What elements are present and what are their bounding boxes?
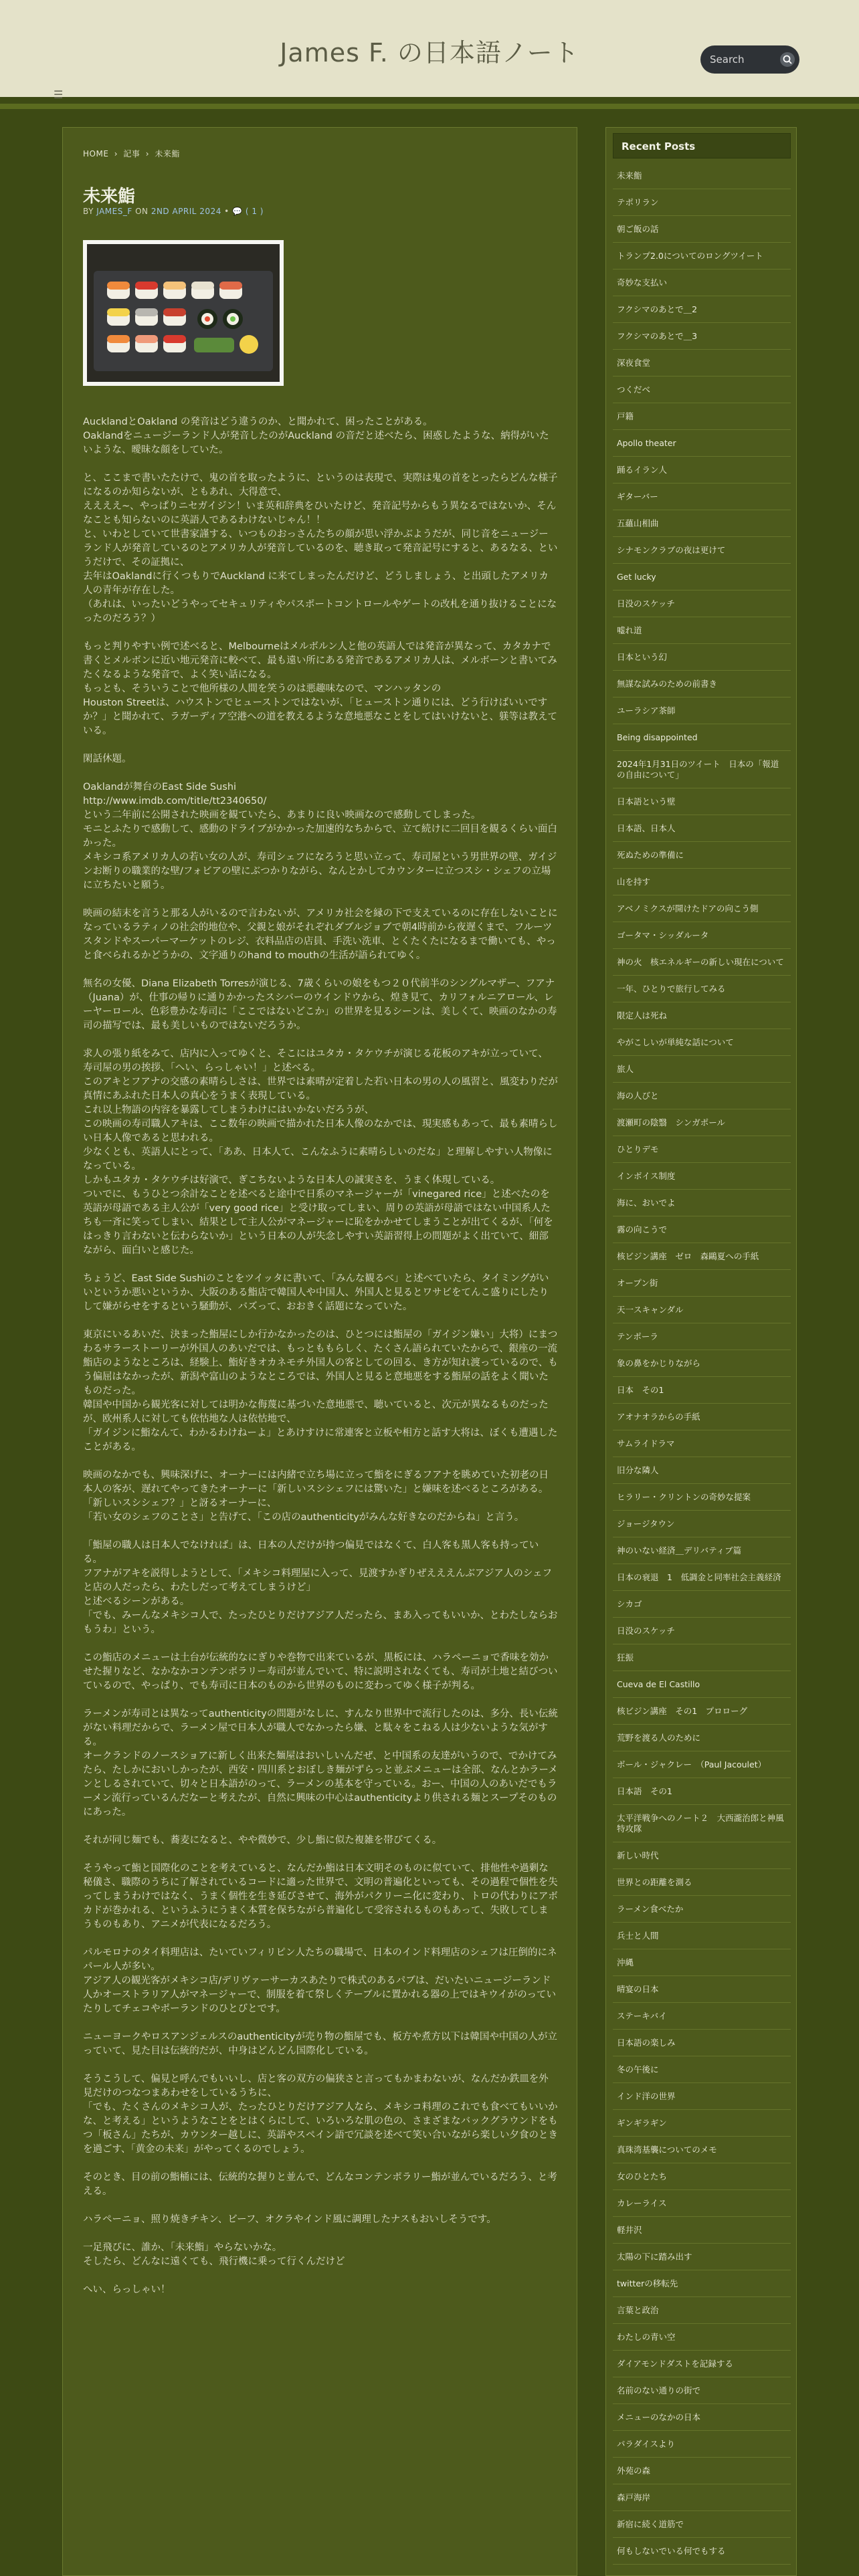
recent-post-link[interactable]: ひとりデモ	[613, 1136, 791, 1163]
recent-post-link[interactable]: 深夜食堂	[613, 350, 791, 377]
recent-post-link[interactable]: 霧の向こうで	[613, 1216, 791, 1243]
search-input[interactable]	[710, 45, 777, 74]
recent-post-link[interactable]: ギターバー	[613, 484, 791, 510]
meta-by: BY	[83, 207, 94, 216]
recent-post-link[interactable]: 日本語の楽しみ	[613, 2030, 791, 2056]
recent-post-link[interactable]: 日本 その1	[613, 1377, 791, 1404]
recent-post-link[interactable]: 核ビジン講座 ゼロ 森鷗夏への手紙	[613, 1243, 791, 1270]
recent-post-link[interactable]: 五蘊山相曲	[613, 510, 791, 537]
post-body	[83, 415, 558, 2311]
recent-post-link[interactable]: フクシマのあとで＿2	[613, 296, 791, 323]
recent-post-link[interactable]: 踊るイラン人	[613, 457, 791, 484]
post-paragraph: そうこうして、偏見と呼んでもいいし、店と客の双方の偏狭さと言ってもかまわないが、なんだか鉄皿を外見だけのつなつまあわせをしているうちに、 「でも、たくさんのメキシコ人が、たったひとりだけアジア人なら、メキシコ料理のこれでも食べてもいいかな、と考える」というようなことをとはくらにして、いろいろな肌の色の、さまざまなバックグラウンドをもつ「板さん」たちが、カウンター越しに、英語やスペイン語で冗談を述べて笑い合いながら楽しい夕食のときを過ごす、「黄金の未来」がやってくるのでしょう。	[83, 2074, 558, 2155]
sidebar	[605, 127, 797, 2576]
recent-post-link[interactable]: オープン街	[613, 1270, 791, 1297]
sushi-photo	[83, 240, 284, 386]
meta-dot: •	[224, 207, 229, 216]
recent-post-link[interactable]: 日本語 その1	[613, 1778, 791, 1805]
recent-post-link[interactable]: 兵士と人間	[613, 1923, 791, 1949]
recent-post-link[interactable]: メニューのなかの日本	[613, 2404, 791, 2431]
site-header	[0, 0, 859, 101]
recent-post-link[interactable]: 日本の衰退 1 低調金と同率社会主義経済	[613, 1564, 791, 1591]
recent-post-link[interactable]: シナモンクラブの夜は更けて	[613, 537, 791, 564]
post-paragraph: パルモロナのタイ料理店は、たいていフィリピン人たちの職場で、日本のインド料理店のシェフは圧倒的にネパール人が多い。 アジア人の観光客がメキシコ店/デリヴァーサーカスあたりで株式のあるパブは、だいたいニュージーランド人かオーストラリア人がマネージャーで、制服を着て祭しくテーブルに置かれる器の上ではキウイがのっていたりしてチェコやポーランドのひとびとです。	[83, 1947, 557, 2014]
recent-post-link[interactable]: シカゴ	[613, 1591, 791, 1618]
breadcrumb-home[interactable]: HOME	[83, 149, 109, 158]
post-title: 未来鮨	[83, 187, 136, 207]
recent-post-link[interactable]: トランプ2.0についてのロングツイート	[613, 243, 791, 270]
recent-post-link[interactable]: インボイス制度	[613, 1163, 791, 1190]
menu-icon[interactable]: ☰	[54, 88, 64, 101]
post-paragraph: 求人の張り紙をみて、店内に入ってゆくと、そこにはユタカ・タケウチが演じる花板のアキが立っていて、 寿司屋の男の挨拶、「へい、らっしゃい！」と述べる。 このアキとフアナの交感の素晴らしさは、世界では素晴が定着した若い日本の男の人の風習と、風変わりだが真情にあふれた日本人の真心をうまく表現している。 これ以上物語の内容を暴露してしまうわけにはいかないだろうが、 この映画の寿司職人アキは、ここ数年の映画で描かれた日本人像のなかでは、現実感もあって、最も素晴らしい日本人像であると思われる。 少なくとも、英語人にとって、「ああ、日本人て、こんなふうに素晴らしいのだな」と理解しやすい人物像になっている。 しかもユタカ・タケウチは好演で、ぎこちないような日本人の誠実さを、うまく体現している。 ついでに、もうひとつ余計なことを述べると途中で日系のマネージャーが「vinegared rice」と述べたのを英語が母語である主人公が「very good rice」と受け取ってしまい、周りの英語が母語ではない中国系人たちも一斉に笑ってしまい、結果として主人公がマネージャーに恥をかかせてしまうことが出てくるが、「何をはっきり言わないと伝わらないか」という日本の人が失念しやすい英語習得上の問題がよく出ていて、細部ながら、面白いと感じた。	[83, 1049, 558, 1256]
recent-post-link[interactable]: 日没のスケッチ	[613, 591, 791, 617]
site-title[interactable]: James F. の日本語ノート	[280, 38, 579, 68]
post-paragraph: 閑話休題。	[83, 754, 132, 764]
recent-post-link[interactable]: 狂振	[613, 1644, 791, 1671]
recent-post-link[interactable]: 核ビジン講座 その1 プロローグ	[613, 1698, 791, 1725]
recent-post-link[interactable]: 死ぬための準備に	[613, 842, 791, 869]
post-paragraph: へい、らっしゃい！	[83, 2284, 171, 2295]
recent-post-link[interactable]: 新しい時代	[613, 1842, 791, 1869]
recent-post-link[interactable]: アオナオラからの手紙	[613, 1404, 791, 1430]
recent-post-link[interactable]: 旧分な隣人	[613, 1457, 791, 1484]
recent-post-link[interactable]: カレーライス	[613, 2190, 791, 2217]
post-paragraph: ラーメンが寿司とは異なってauthenticityの問題がなしに、すんなり世界中で流行したのは、多分、長い伝統がない料理だからで、ラーメン屋で日本人が職人でなかったら嫌、と駄々をこねる人は少ないような気がする。 オークランドのノースショアに新しく出来た麺屋はおいしいんだぜ、と中国系の友達がいうので、でかけてみたら、たしかにおいしかったが、西安・四川系とおぼしき麺がずらっと並ぶメニューは全部、なんとかラーメンとしるされていて、切々と日本語がのって、ラーメンの基本を守っている。おー、中国の人のあいだでもラーメン流行っているんだなーと考えたが、自然に興味の中心はauthenticityより供される麺とスープそのものにあった。	[83, 1709, 558, 1818]
post-paragraph: ニューヨークやロスアンジェルスのauthenticityが売り物の鮨屋でも、板方や煮方以下は韓国や中国の人が立っていて、見た目は伝統的だが、中身はどんどん国際化している。	[83, 2032, 557, 2056]
recent-post-link[interactable]: 未来鮨	[613, 163, 791, 189]
recent-post-link[interactable]: ユーラシア茶師	[613, 697, 791, 724]
recent-post-link[interactable]: 神の火 核エネルギーの新しい現在について	[613, 949, 791, 976]
recent-post-link[interactable]: 女のひとたち	[613, 2163, 791, 2190]
recent-post-link[interactable]: ギンギラギン	[613, 2110, 791, 2137]
recent-post-link[interactable]: ジョージタウン	[613, 1511, 791, 1537]
breadcrumb-separator: ›	[114, 149, 118, 158]
recent-post-link[interactable]: 何もしないでいる何でもする	[613, 2538, 791, 2565]
recent-post-link[interactable]: 海に、おいでよ	[613, 1190, 791, 1216]
recent-post-link[interactable]: 神のいない経済＿デリバティブ篇	[613, 1537, 791, 1564]
recent-post-link[interactable]: 日没のスケッチ	[613, 1618, 791, 1644]
recent-post-link[interactable]: 日本という幻	[613, 644, 791, 671]
search-icon[interactable]	[779, 51, 795, 68]
recent-post-link[interactable]: 言葉と政治	[613, 2297, 791, 2324]
breadcrumb-category[interactable]: 記事	[123, 149, 140, 158]
recent-post-link[interactable]: 新宿に続く道筋で	[613, 2511, 791, 2538]
post-paragraph: それが同じ麺でも、蕎麦になると、やや微妙で、少し鮨に似た複雑を帯びてくる。	[83, 1835, 442, 1846]
recent-post-link[interactable]: 奇妙な支払い	[613, 270, 791, 296]
comment-count[interactable]: ( 1 )	[245, 207, 264, 216]
recent-post-link[interactable]: 冬の午後に	[613, 2056, 791, 2083]
comment-icon[interactable]: 💬	[232, 207, 243, 216]
recent-posts-title: Recent Posts	[613, 133, 791, 158]
post-date[interactable]: 2ND APRIL 2024	[151, 207, 221, 216]
recent-post-link[interactable]: 軽井沢	[613, 2217, 791, 2244]
recent-post-link[interactable]: パラダイスより	[613, 2431, 791, 2458]
recent-post-link[interactable]: 日本語、日本人	[613, 815, 791, 842]
post-paragraph: 東京にいるあいだ、決まった鮨屋にしか行かなかったのは、ひとつには鮨屋の「ガイジン嫌い」大将）にまつわるサラーストーリーが外国人のあいだでは、もっとももらしく、たくさん語られていたからで、銀座の一流鮨店のようなところは、経験上、鮨好きオカネモチ外国人の客としての回る、き方が知れ渡っているので、もう偏屈はなかったが、新潟や富山のようなところでは、外国人と見ると意地悪をする鮨屋の話をよく聞いたものだった。 韓国や中国から観光客に対しては明かな侮蔑に基づいた意地悪で、聴いていると、次元が異なるものだったが、欧州系人に対しても依怙地な人は依怙地で、 「ガイジンに鮨なんて、わかるわけねーよ」とあけすけに常連客と立板や相方と話す大将は、ぼくも遭遇したことがある。	[83, 1329, 558, 1453]
recent-post-link[interactable]: 世界との距離を測る	[613, 1869, 791, 1896]
recent-post-link[interactable]: テポリラン	[613, 189, 791, 216]
post-paragraph: 無名の女優、Diana Elizabeth Torresが演じる、7歳くらいの娘をもつ２０代前半のシングルマザー、フアナ（Juana）が、仕事の帰りに通りかかったスシバーのウインドウから、煌き見て、カリフォルニアロール、レーヤーロール、色彩豊かな寿司に「ここではないどこか」の世界を見るシーンは、美しくて、映画のなかの寿司の描写では、最も美しいものではないだろうか。	[83, 978, 557, 1031]
recent-post-link[interactable]: やがこしいが単純な話について	[613, 1029, 791, 1056]
recent-post-link[interactable]: 天一スキャンダル	[613, 1297, 791, 1323]
post-paragraph: もっと判りやすい例で述べると、Melbourneはメルボルン人と他の英語人では発音が異なって、カタカナで書くとメルボンに近い地元発音に較べて、最も遠い所にある発音であるアメリカ人は、メルボーンと書いてみたくなるような発音で、よく笑い話になる。 もっとも、そういうことで他所様の人間を笑うのは悪趣味なので、マンハッタンの Houston Streetは、ハウストンでヒューストンではないが、「ヒューストン通りには、どう行けばいいですか？」と聞かれて、ラガーディア空港への道を教えるような意地悪なことをしてはいけないと、躾等は教えている。	[83, 641, 558, 736]
post-paragraph: AucklandとOakland の発音はどう違うのか、と聞かれて、困ったことがある。 Oaklandをニュージーランド人が発音したのがAuckland の音だと述べたら、困惑したような、納得がいたいような、曖昧な顔をしていた。	[83, 417, 549, 455]
header-divider	[0, 104, 859, 109]
recent-post-link[interactable]: 一年、ひとりで旅行してみる	[613, 976, 791, 1002]
post-paragraph: Oaklandが舞台のEast Side Sushi http://www.imdb.com/title/tt2340650/ という二年前に公開された映画を観ていたら、あまりに良い映画なので感動してしまった。 モニとふたりで感動して、感動のドライブがかかった加速的なちからで、立て続けに二回目を観るくらい面白かった。 メキシコ系アメリカ人の若い女の人が、寿司シェフになろうと思い立って、寿司屋という男世界の壁、ガイジンお断りの職業的な壁/フォビアの壁にぶつかりながら、なんとかしてカウンターに立つスシ・シェフの立場に立ちたいと願う。	[83, 782, 557, 891]
breadcrumb-separator: ›	[145, 149, 150, 158]
recent-post-link[interactable]: 日本語という壁	[613, 788, 791, 815]
post-paragraph: ちょうど、East Side Sushiのことをツイッタに書いて、「みんな観るべ」と述べていたら、タイミングがいいというか悪いというか、大阪のある鮨店で韓国人や中国人、外国人と見るとワサビをてんこ盛りにしたりして嫌がらせをするという騒動が、バズって、おおきく話題になっていた。	[83, 1273, 549, 1312]
recent-post-link[interactable]: わたしの青い空	[613, 2324, 791, 2351]
post-paragraph: そのとき、目の前の鮨桶には、伝統的な握りと並んで、どんなコンテンポラリー鮨が並んでいるだろう、と考える。	[83, 2172, 557, 2197]
recent-post-link[interactable]: 晴宴の日本	[613, 1976, 791, 2003]
recent-post-link[interactable]: 旅人	[613, 1056, 791, 1083]
breadcrumb	[83, 148, 183, 159]
post-paragraph: そうやって鮨と国際化のことを考えていると、なんだか鮨は日本文明そのものに似ていて、排他性や過剰な秘儀さ、職際のうちに了解されているコードに適った世界で、文明の普遍化といっても、その過程で個性を失ってしまうわけではなく、うまく個性を生き延びさせて、海外がパクリーニ化に変わり、トロの代わりにアボカドが巻かれる、というふうにうまく本質を保ちながら普遍化して受容されるものもあって、失敗してしまうものもあり、アニメが代表になるだろう。	[83, 1863, 558, 1930]
recent-post-link[interactable]: 朝ご飯の話	[613, 216, 791, 243]
recent-post-link[interactable]: ステーキバイ	[613, 2003, 791, 2030]
meta-on: ON	[135, 207, 149, 216]
recent-post-link[interactable]: アベノミクスが開けたドアの向こう側	[613, 895, 791, 922]
recent-post-link[interactable]: サムライドラマ	[613, 1430, 791, 1457]
recent-post-link[interactable]: ヒラリー・クリントンの奇妙な提案	[613, 1484, 791, 1511]
recent-post-link[interactable]: Apollo theater	[613, 430, 791, 457]
recent-post-link[interactable]: 2024年1月31日のツイート 日本の「報道の自由について」	[613, 751, 791, 788]
recent-post-link[interactable]: twitterの移転先	[613, 2270, 791, 2297]
main-content	[62, 127, 577, 2576]
post-meta	[83, 207, 264, 216]
recent-post-link[interactable]: Get lucky	[613, 564, 791, 591]
recent-posts-list	[613, 163, 791, 2565]
recent-post-link[interactable]: 渡瀬町の陰翳 シンガポール	[613, 1109, 791, 1136]
recent-post-link[interactable]: ダイアモンドダストを記録する	[613, 2351, 791, 2377]
recent-post-link[interactable]: 森戸海岸	[613, 2484, 791, 2511]
recent-post-link[interactable]: 沖縄	[613, 1949, 791, 1976]
recent-post-link[interactable]: インド洋の世界	[613, 2083, 791, 2110]
recent-post-link[interactable]: 嘘れ道	[613, 617, 791, 644]
recent-post-link[interactable]: 真珠湾基襲についてのメモ	[613, 2137, 791, 2163]
post-paragraph: 映画のなかでも、興味深げに、オーナーには内緒で立ち場に立って鮨をにぎるフアナを眺めていた初老の日本人の客が、遅れてやってきたオーナーに「新しいスシシェフには驚いた」と嫌味を述べるところがある。 「新しいスシシェフ？」と訝るオーナーに、 「若い女のシェフのことさ」と告げて、「この店のauthenticityがみんな好きなのだからね」と言う。	[83, 1470, 549, 1523]
recent-post-link[interactable]: 象の鼻をかじりながら	[613, 1350, 791, 1377]
recent-post-link[interactable]: ラーメン食べたか	[613, 1896, 791, 1923]
post-paragraph: 「鮨屋の職人は日本人でなければ」は、日本の人だけが持つ偏見ではなくて、白人客も黒人客も持っている。 フアナがアキを説得しようとして、「メキシコ料理屋に入って、見渡すかぎりぜえええんぶアジア人のシェフと店の人だったら、わたしだって考えてしまうけど」 と述べるシーンがある。 「でも、みーんなメキシコ人で、たったひとりだけアジア人だったら、まあ入ってもいいか、とわたしならおもうわ」という。	[83, 1540, 558, 1635]
sushi-platter-image	[87, 244, 280, 382]
post-paragraph: ハラペーニョ、照り焼きチキン、ビーフ、オクラやインド風に調理したナスもおいしそうです。	[83, 2214, 496, 2225]
recent-post-link[interactable]: Cueva de El Castillo	[613, 1671, 791, 1698]
author-link[interactable]: JAMES_F	[96, 207, 132, 216]
recent-post-link[interactable]: つくだべ	[613, 377, 791, 403]
recent-post-link[interactable]: 荒野を渡る人のために	[613, 1725, 791, 1751]
recent-post-link[interactable]: 名前のない通りの街で	[613, 2377, 791, 2404]
recent-post-link[interactable]: 戸籍	[613, 403, 791, 430]
recent-post-link[interactable]: フクシマのあとで＿3	[613, 323, 791, 350]
recent-post-link[interactable]: ボール・ジャクレー （Paul Jacoulet）	[613, 1751, 791, 1778]
search-box[interactable]	[700, 45, 799, 74]
recent-post-link[interactable]: 無謀な試みのための前書き	[613, 671, 791, 697]
breadcrumb-current: 未来鮨	[155, 149, 180, 158]
recent-post-link[interactable]: 外苑の森	[613, 2458, 791, 2484]
recent-post-link[interactable]: 太平洋戦争へのノート２ 大西瀧治郎と神風特攻隊	[613, 1805, 791, 1842]
post-paragraph: 一足飛びに、誰か、「未来鮨」やらないかな。 そしたら、どんなに遠くても、飛行機に乗って行くんだけど	[83, 2242, 345, 2267]
recent-post-link[interactable]: ゴータマ・シッダルータ	[613, 922, 791, 949]
post-paragraph: この鮨店のメニューは土台が伝統的なにぎりや巻物で出来ているが、黒板には、ハラペーニョで香味を効かせた握りなど、なかなかコンテンポラリー寿司が並んでいて、特に説明されなくても、寿司が土地と結びついているので、やっぱり、でも寿司に日本のものから世界のものに変わってゆく様子が判る。	[83, 1652, 558, 1691]
recent-post-link[interactable]: 太陽の下に踏み出す	[613, 2244, 791, 2270]
post-paragraph: と、ここまで書いたたけで、鬼の首を取ったように、というのは表現で、実際は鬼の首をとったらどんな様子になるのか知らないが、ともあれ、大得意で、 ええええ~、やっぱりニセガイジン！いま英和辞典をひいたけど、発音記号からもう異なるではないか、そんなことも知らないのに英語人であるわけないじゃん！！ と、いわとしていて世書家謹する、いつものおっさんたちの顔が思い浮かぶようだが、同じ音をニュージーランド人が発音しているのとアメリカ人が発音しているのを、聴き取って発音記号にすると、あるなる、というだけで、その証拠に、 去年はOaklandに行くつもりでAuckland に来てしまったんだけど、どうしましょう、と出頭したアメリカ人の青年が存在した。 （あれは、いったいどうやってセキュリティやパスポートコントロールやゲートの改札を通り抜けることになったのだろう？）	[83, 473, 558, 624]
recent-post-link[interactable]: テンポーラ	[613, 1323, 791, 1350]
recent-post-link[interactable]: 限定人は死ね	[613, 1002, 791, 1029]
recent-post-link[interactable]: 山を持す	[613, 869, 791, 895]
post-paragraph: 映画の結末を言うと那る人がいるので言わないが、アメリカ社会を縁の下で支えているのに存在しないことになっているラティノの社会的地位や、父親と娘がそれぞれダブルジョブで朝4時前から夜遅くまで、フルーツスタンドやスーパーマーケットのレジ、衣料品店の店員、手洗い洗車、とくたくたになるまで働いても、やっと食べられるかどうかの、文字通りのhand to mouthの生活が語られてゆく。	[83, 908, 558, 961]
recent-post-link[interactable]: Being disappointed	[613, 724, 791, 751]
recent-post-link[interactable]: 海の人びと	[613, 1083, 791, 1109]
